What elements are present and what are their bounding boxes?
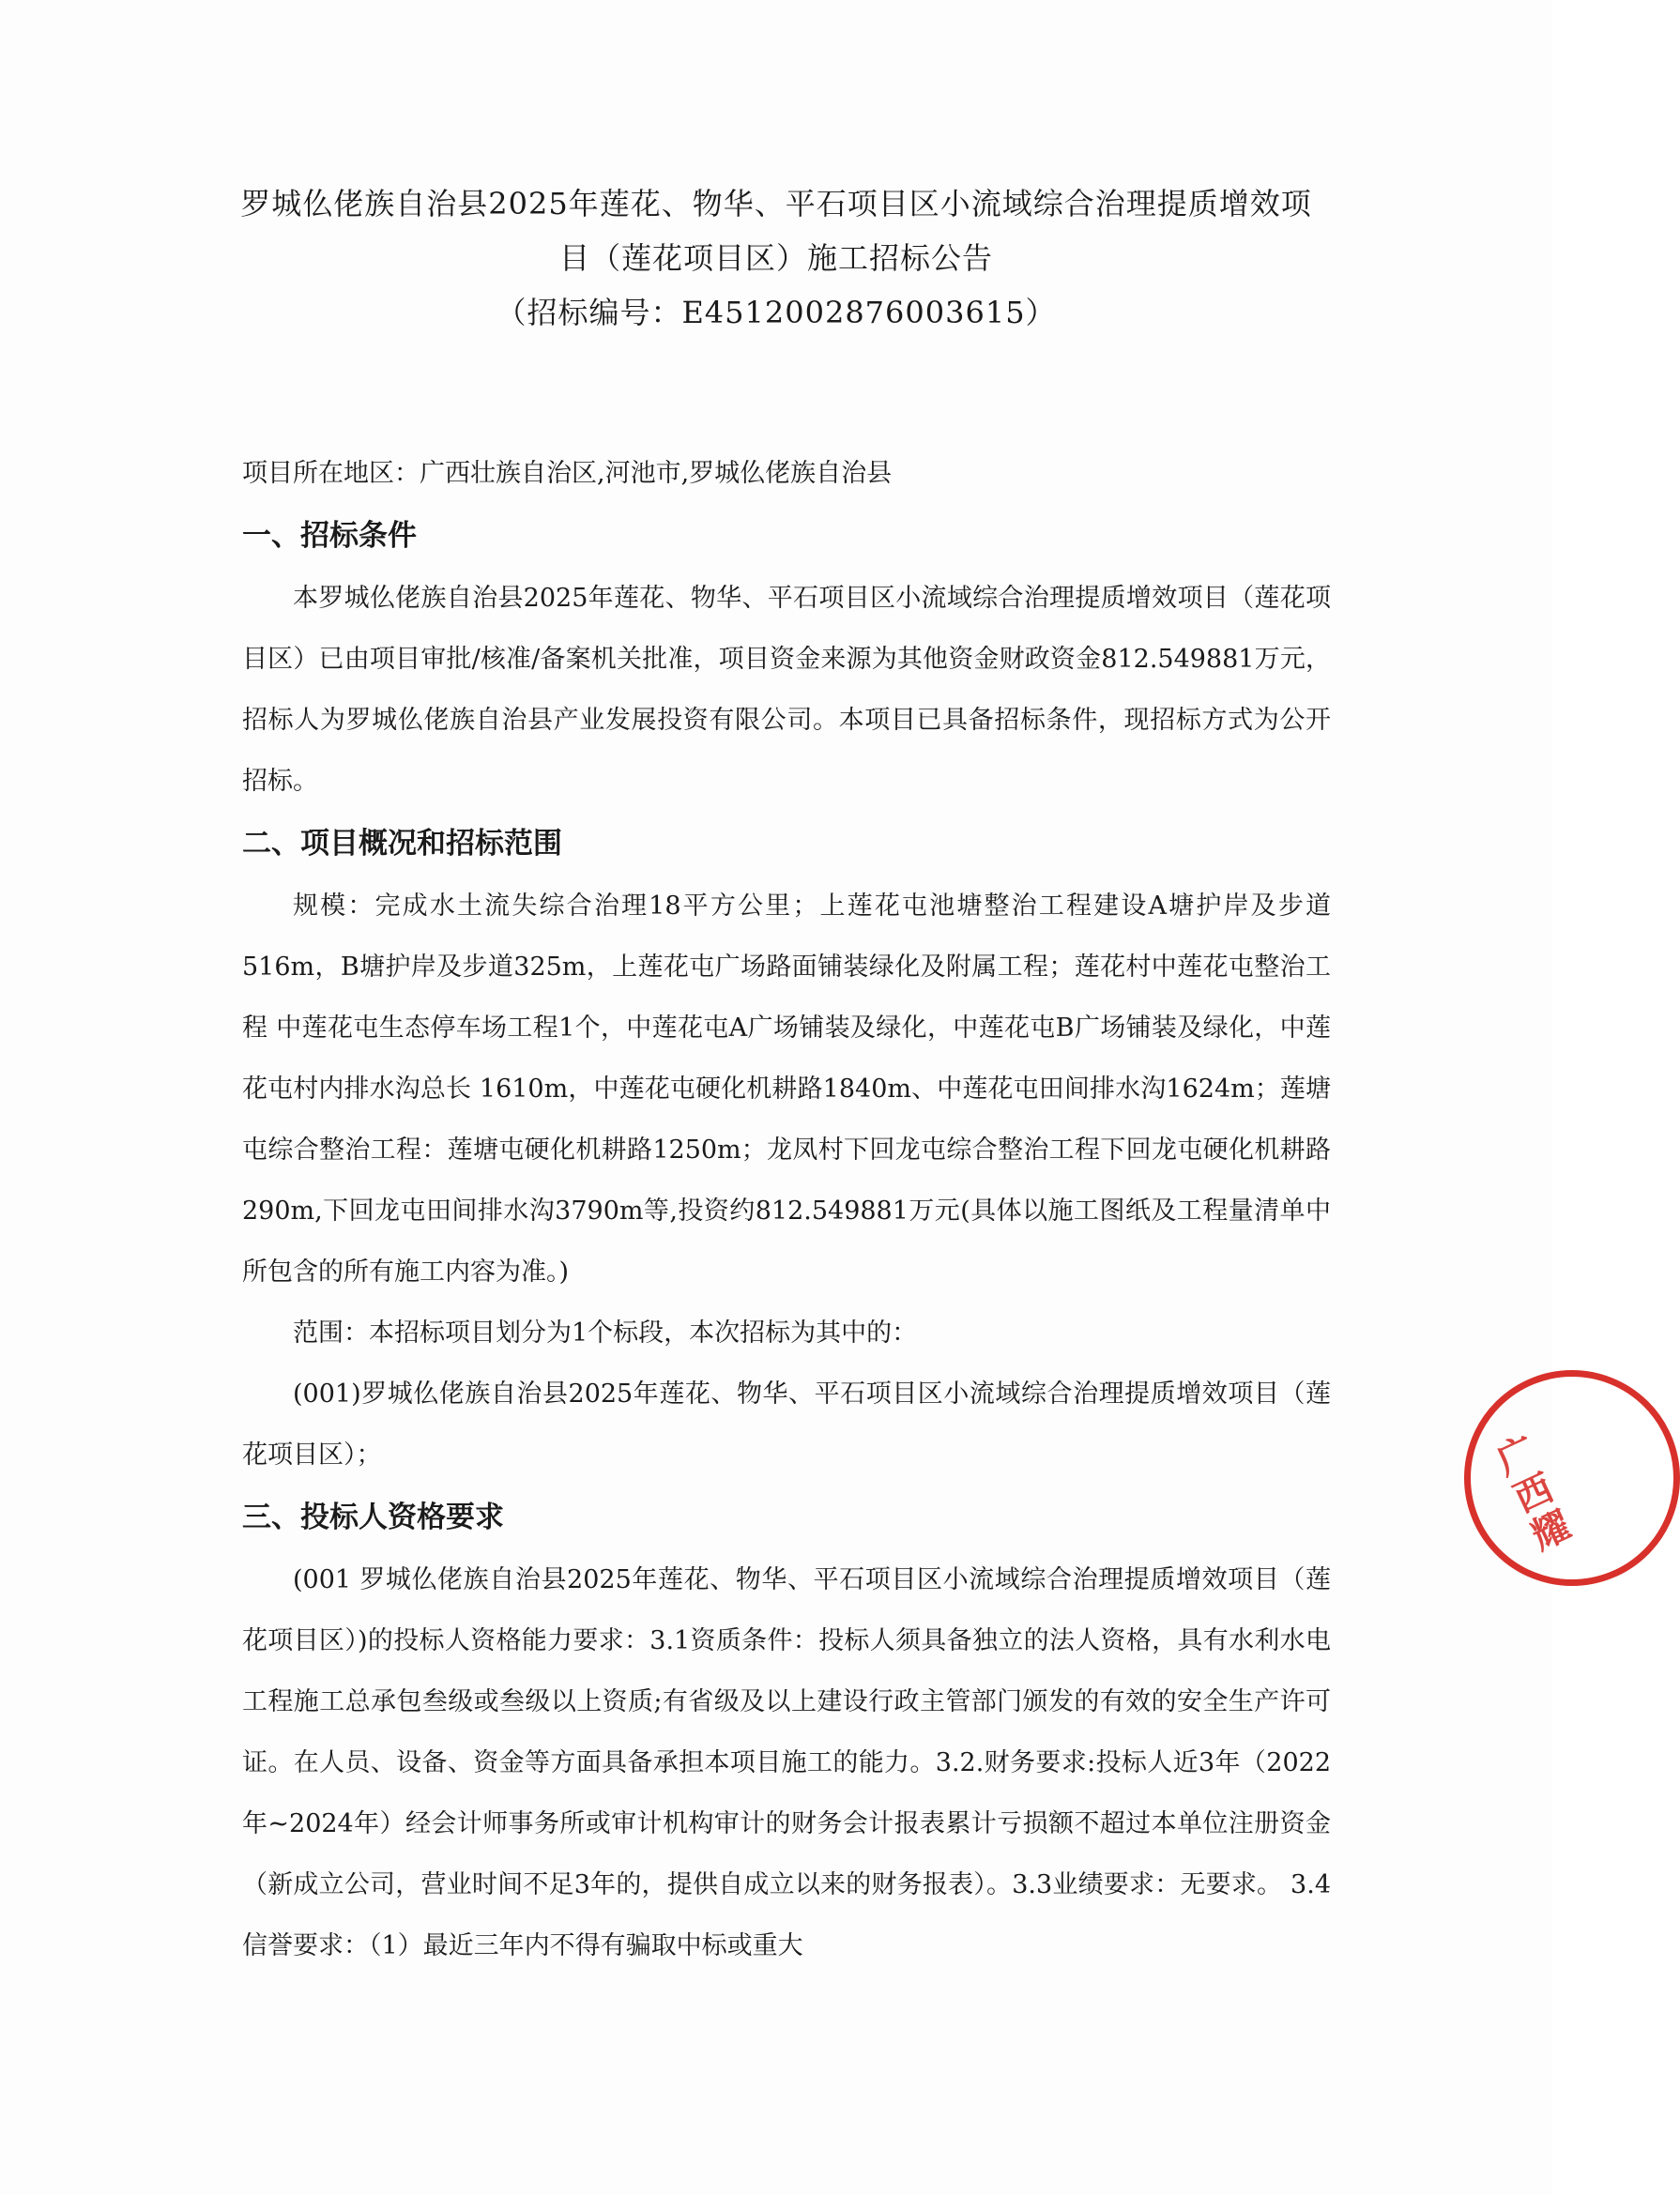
bid-number: （招标编号：E4512002876003615） (496, 295, 1057, 330)
section-2-heading: 二、项目概况和招标范围 (242, 827, 562, 861)
section-2-scale: 规模：完成水土流失综合治理18平方公里；上莲花屯池塘整治工程建设A塘护岸及步道516m，B塘护岸及步道325m，上莲花屯广场路面铺装绿化及附属工程；莲花村中莲花屯整治工程 中莲花屯生态停车场工程1个，中莲花屯A广场铺装及绿化，中莲花屯B广场铺装及绿化，中莲花屯村内排水沟总长 1610m，中莲花屯硬化机耕路1840m、中莲花屯田间排水沟1624m；莲塘屯综合整治工程：莲塘屯硬化机耕路1250m；龙凤村下回龙屯综合整治工程下回龙屯硬化机耕路 290m,下回龙屯田间排水沟3790m等,投资约812.549881万元(具体以施工图纸及工程量清单中所包含的所有施工内容为准。) (242, 892, 1331, 1287)
title-line-2: 目（莲花项目区）施工招标公告 (558, 240, 993, 276)
title-line-1: 罗城仫佬族自治县2025年莲花、物华、平石项目区小流域综合治理提质增效项 (240, 186, 1312, 221)
section-2-scope: 范围：本招标项目划分为1个标段，本次招标为其中的： (293, 1319, 918, 1348)
company-seal (1464, 1370, 1680, 1586)
section-1-text: 本罗城仫佬族自治县2025年莲花、物华、平石项目区小流域综合治理提质增效项目（莲花项目区）已由项目审批/核准/备案机关批准，项目资金来源为其他资金财政资金812.549881万元，招标人为罗城仫佬族自治县产业发展投资有限公司。本项目已具备招标条件，现招标方式为公开招标。 (242, 584, 1331, 796)
document-title (169, 176, 1383, 340)
section-1-heading: 一、招标条件 (242, 519, 417, 553)
seal-text: 广西耀 (1485, 1429, 1577, 1561)
project-location: 项目所在地区：广西壮族自治区,河池市,罗城仫佬族自治县 (242, 459, 893, 488)
document-body (242, 443, 1331, 1976)
section-2-lot: (001)罗城仫佬族自治县2025年莲花、物华、平石项目区小流域综合治理提质增效项目（莲花项目区）； (242, 1379, 1331, 1470)
section-3-heading: 三、投标人资格要求 (242, 1501, 504, 1534)
section-3-text: (001 罗城仫佬族自治县2025年莲花、物华、平石项目区小流域综合治理提质增效项目（莲花项目区）)的投标人资格能力要求：3.1资质条件：投标人须具备独立的法人资格，具有水利水电工程施工总承包叁级或叁级以上资质;有省级及以上建设行政主管部门颁发的有效的安全生产许可证。在人员、设备、资金等方面具备承担本项目施工的能力。3.2.财务要求:投标人近3年（2022年~2024年）经会计师事务所或审计机构审计的财务会计报表累计亏损额不超过本单位注册资金（新成立公司，营业时间不足3年的，提供自成立以来的财务报表）。3.3业绩要求：无要求。 3.4信誉要求：（1）最近三年内不得有骗取中标或重大 (242, 1565, 1331, 1960)
